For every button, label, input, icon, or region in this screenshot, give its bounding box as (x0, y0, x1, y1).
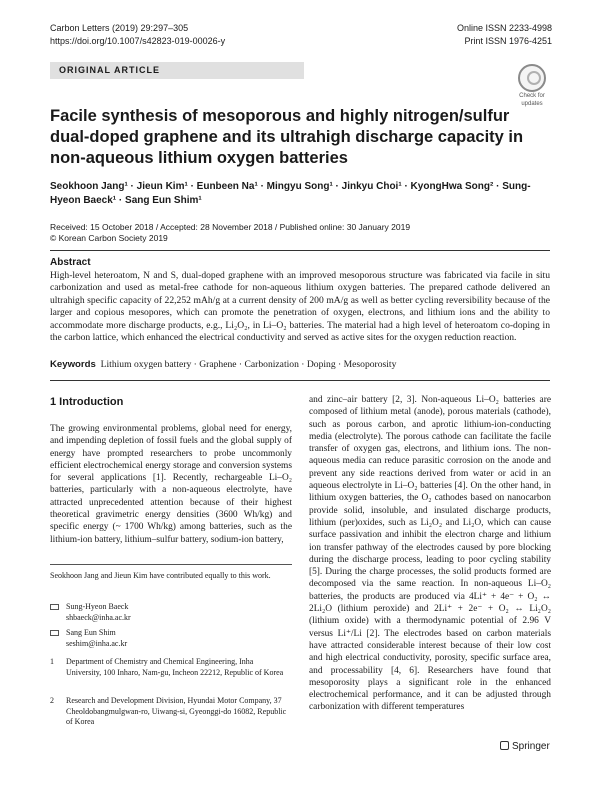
keywords (50, 359, 396, 371)
contact-email[interactable]: seshim@inha.ac.kr (66, 638, 128, 648)
body-column-left (50, 423, 292, 546)
affiliation-mark: 1 (50, 657, 54, 666)
journal-citation: Carbon Letters (2019) 29:297–305 (50, 23, 189, 33)
running-header-left (50, 22, 225, 48)
copyright-line: © Korean Carbon Society 2019 (50, 233, 168, 243)
section-heading-introduction: 1 Introduction (50, 396, 124, 408)
doi-link[interactable]: https://doi.org/10.1007/s42823-019-00026-y (50, 36, 226, 46)
affiliation-text: Research and Development Division, Hyundai Motor Company, 37 Cheoldobangmulgwan-ro, Uiwang-si, Gyeonggi-do 16082, Republic of Korea (66, 696, 287, 726)
abstract-heading: Abstract (50, 257, 91, 268)
contact-email[interactable]: shbaeck@inha.ac.kr (66, 612, 131, 622)
dates-line: Received: 15 October 2018 / Accepted: 28 November 2018 / Published online: 30 January 2019 (50, 222, 411, 232)
affiliation-text: Department of Chemistry and Chemical Engineering, Inha University, 100 Inharo, Nam-gu, Incheon 22212, Republic of Korea (66, 657, 284, 677)
abstract-bottom-rule (50, 380, 550, 381)
corresponding-author-1 (50, 602, 290, 623)
envelope-icon (50, 604, 59, 610)
affiliation-2 (50, 696, 290, 728)
paper-title: Facile synthesis of mesoporous and highly nitrogen/sulfur dual-doped graphene and its ultrahigh discharge capacity in non-aqueous lithium oxygen batteries (50, 107, 524, 167)
publisher-logo (500, 741, 550, 753)
publisher-name: Springer (512, 741, 550, 752)
contact-name: Sung-Hyeon Baeck (66, 602, 129, 611)
keywords-label: Keywords (50, 359, 96, 370)
check-updates-line2: updates (521, 101, 543, 107)
body-column-right (309, 394, 551, 714)
affiliation-1 (50, 657, 290, 678)
abstract-text: High-level heteroatom, N and S, dual-doped graphene with an improved mesoporous structure was fabricated via facile in situ carbonization and used as metal-free cathode for non-aqueous lithium oxygen batteries. The prepared cathode delivered an ultrahigh specific capacity of 22,252 mAh/g at a current density of 200 mA/g as well as better cycling reversibility because of the larger and copious mesopores, which can promote the penetration of oxygen, electrons, and lithium ions and the ability to accommodate more discharge products, e.g., Li₂O₂, in Li–O₂ batteries. The material had a high level of heteroatom co-doping in the carbon lattice, which enhanced the electrical conductivity and served as active sites for the oxygen reduction reaction. (50, 270, 550, 344)
publication-dates (50, 222, 410, 244)
contact-name: Sang Eun Shim (66, 628, 116, 637)
springer-horse-icon (500, 741, 509, 750)
footnote-rule (50, 564, 292, 565)
body-paragraph: The growing environmental problems, global need for energy, and impending depletion of fossil fuels and the global supply of energy have prompted researchers to probe uncommonly efficient electrochemical energy storage and conversion systems for several applications [1]. Recently, rechargeable Li–O₂ batteries, particularly with a non-aqueous electrolyte, have attracted unprecedented attention because of their highest theoretical gravimetric energy densities (3600 Wh/kg) and specific energy (~ 1700 Wh/kg) among batteries, such as the lithium-ion battery, lithium–sulfur battery, sodium-ion battery, (50, 424, 292, 545)
body-paragraph: and zinc–air battery [2, 3]. Non-aqueous Li–O₂ batteries are composed of lithium metal (anode), porous materials (cathode), such as porous carbon, and aprotic lithium-ion-conducting media (electrolyte). The porous cathode can facilitate the facile transfer of oxygen gas, electrons, and lithium ions. The non-aqueous media can reduce parasitic corrosion on the anode and prevent any side reactions derived from water or acid in an aqueous electrolyte in Li–O₂ batteries [4]. On the other hand, in lithium oxygen batteries, the O₂ cathodes based on nanocarbon provide solid, insoluble, and insulated discharge products, lithium (per)oxides, such as Li₂O₂ and Li₂O, which can cause surface passivation and inhibit the electron charge and lithium ion transfer pathway of the electrodes caused by pore blocking during the discharge process, leading to poor cycling stability [5]. During the charge processes, the solid products formed are decomposed via the same reaction. In non-aqueous Li–O₂ batteries, the products are produced via 4Li⁺ + 4e⁻ + O₂ ↔ 2Li₂O (lithium peroxide) and 2Li⁺ + 2e⁻ + O₂ ↔ Li₂O₂ (lithium oxide) with a thermodynamic potential of 2.96 V versus Li⁺/Li [2]. The electrodes based on carbon materials have attracted considerable interest because of their low cost and high electrical conductivity, porosity, specific surface area, and processability [4, 6]. Researchers have found that mesoporosity plays a significant role in the enhanced electrochemical performance, and it can be adjusted through carbonization with different temperatures (309, 395, 551, 713)
abstract-top-rule (50, 250, 550, 251)
corresponding-author-2 (50, 628, 290, 649)
affiliation-mark: 2 (50, 696, 54, 705)
check-for-updates-badge[interactable] (513, 64, 551, 108)
article-type-banner: ORIGINAL ARTICLE (50, 62, 304, 79)
check-updates-icon (518, 64, 546, 92)
envelope-icon (50, 630, 59, 636)
running-header-right (457, 22, 552, 48)
check-updates-line1: Check for (519, 93, 545, 99)
print-issn: Print ISSN 1976-4251 (464, 36, 552, 46)
footnote-equal-contribution: Seokhoon Jang and Jieun Kim have contributed equally to this work. (50, 571, 271, 580)
online-issn: Online ISSN 2233-4998 (456, 23, 552, 33)
keywords-list: Lithium oxygen battery · Graphene · Carbonization · Doping · Mesoporosity (100, 359, 397, 370)
author-list: Seokhoon Jang¹ · Jieun Kim¹ · Eunbeen Na¹ · Mingyu Song¹ · Jinkyu Choi¹ · KyongHwa Song² · Sung-Hyeon Baeck¹ · Sang Eun Shim¹ (50, 181, 531, 206)
